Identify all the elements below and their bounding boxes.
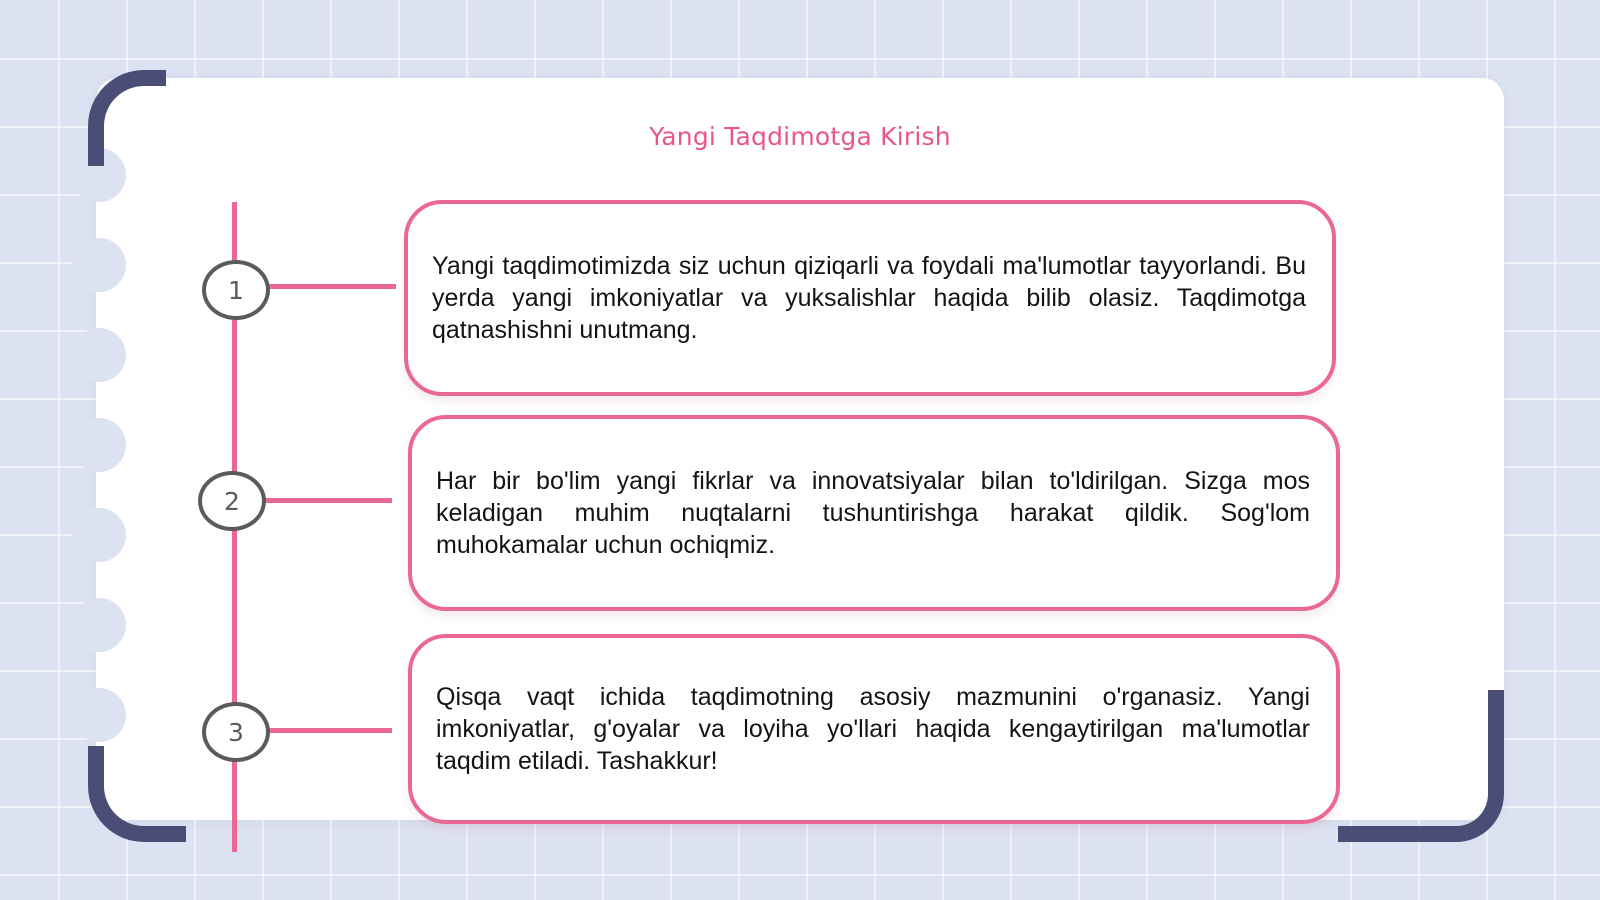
- corner-bracket-top-left: [88, 70, 166, 166]
- step-connector: [266, 284, 396, 289]
- step-text: Har bir bo'lim yangi fikrlar va innovatsiyalar bilan to'ldirilgan. Sizga mos keladigan muhim nuqtalarni tushuntirishga harakat qildik. Sog'lom muhokamalar uchun ochiqmiz.: [436, 467, 1310, 559]
- step-text: Yangi taqdimotimizda siz uchun qiziqarli va foydali ma'lumotlar tayyorlandi. Bu yerda yangi imkoniyatlar va yuksalishlar haqida bilib olasiz. Taqdimotga qatnashishni unutmang.: [432, 252, 1306, 344]
- step-number-badge: [198, 471, 266, 531]
- card-edge-notch: [72, 418, 126, 472]
- step-number: 1: [228, 275, 244, 305]
- step-number: 2: [224, 486, 240, 516]
- step-text: Qisqa vaqt ichida taqdimotning asosiy mazmunini o'rganasiz. Yangi imkoniyatlar, g'oyalar va loyiha yo'llari haqida kengaytirilgan ma'lumotlar taqdim etiladi. Tashakkur!: [436, 683, 1310, 775]
- card-edge-notch: [72, 688, 126, 742]
- step-card: [404, 200, 1336, 396]
- card-edge-notch: [72, 328, 126, 382]
- step-card: [408, 634, 1340, 824]
- corner-bracket-bottom-right: [1338, 690, 1504, 842]
- step-number-badge: [202, 702, 270, 762]
- card-edge-notch: [72, 238, 126, 292]
- card-edge-notch: [72, 508, 126, 562]
- corner-bracket-bottom-left: [88, 746, 186, 842]
- step-connector: [264, 728, 392, 733]
- step-connector: [262, 498, 392, 503]
- slide-title: Yangi Taqdimotga Kirish: [649, 122, 951, 151]
- step-number: 3: [228, 717, 244, 747]
- step-number-badge: [202, 260, 270, 320]
- card-edge-notch: [72, 598, 126, 652]
- step-card: [408, 415, 1340, 611]
